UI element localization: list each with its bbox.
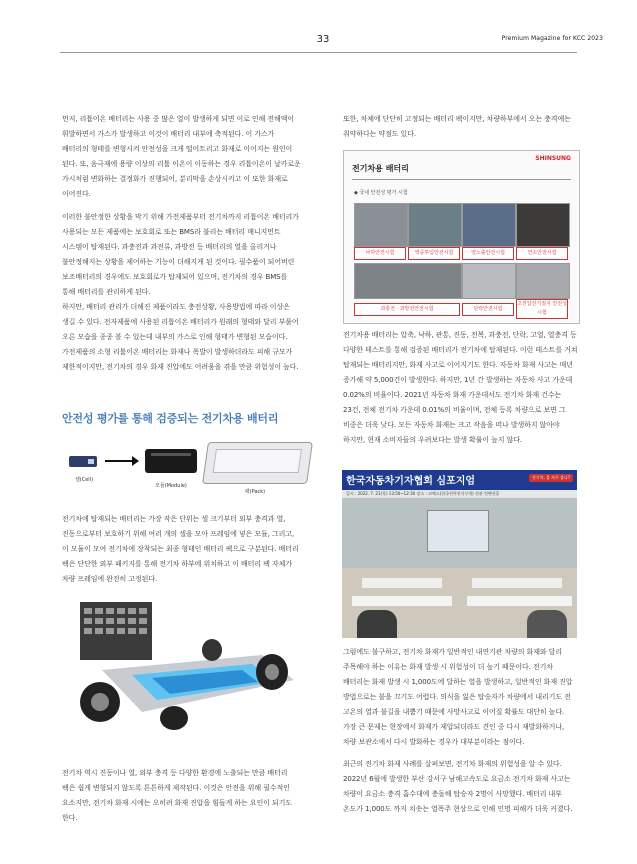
attendee: [527, 610, 567, 638]
panel-title: 전기차용 배터리: [352, 164, 409, 173]
drop-test-photo: [354, 203, 408, 247]
symposium-info: 일시 : 2022. 7. 21(목) 13:50~12:30 장소 : 코엑스(한국전력전자무역) 전관 컨벤션홀: [346, 491, 500, 496]
label-immersion-test: 액중투입안전시험: [408, 247, 460, 260]
page-number: 33: [316, 34, 330, 45]
cell-image: [69, 456, 97, 467]
company-logo: SHINSUNG: [535, 155, 571, 162]
left-paragraph-5: 전기차 역시 진동이나 열, 외부 충격 등 다양한 환경에 노출되는 만큼 배터리 팩은 쉽게 변형되지 않도록 튼튼하게 제작된다. 이것은 안전을 위해 필수적인 요소지만, 전기차 화재 시에는 오히려 화재 진압을 힘들게 하는 요인이 되기도 한다.: [62, 769, 292, 822]
label-overcharge-test: 과충전 · 과방전안전시험: [354, 303, 460, 316]
audience-table: [467, 596, 572, 606]
immersion-test-photo: [408, 203, 462, 247]
pack-image: [202, 442, 313, 484]
symposium-photo: [342, 470, 577, 638]
header-divider: [60, 52, 577, 53]
left-paragraph-1: 먼저, 리튬이온 배터리는 사용 중 많은 열이 발생하게 되면 이로 인해 전해액이 휘발하면서 가스가 발생하고 이것이 배터리 내부에 축적된다. 이 가스가 배터리의 형태를 변형시켜 안전성을 크게 떨어트리고 화재로 이어지는 원인이 된다. 또, 음극재에 용량 이상의 리튬 이온이 이동하는 경우 리튬이온이 날카로운 가시처럼 변화하는 결정화가 진행되어, 분리막을 손상시키고 이 또한 화재로 이어진다.: [62, 115, 301, 198]
panel-subtitle: ◆ 국내 안전성 평가 시험: [354, 190, 408, 196]
combustion-test-photo: [516, 203, 570, 247]
left-paragraph-2: 이러한 불안정한 상황을 막기 위해 가전제품부터 전기차까지 리튬이온 배터리가 사용되는 모든 제품에는 보호회로 또는 BMS라 불리는 배터리 매니지먼트 시스템이 탑재된다. 과충전과 과전류, 과방전 등 배터리의 열을 올리거나 불안정해지는 상황을 제어하는 기능이 더해지게 된 것이다. 필수품이 되어버린 보조배터리의 경우에도 보호회로가 탑재되어 있으며, 전기차의 경우 BMS를 통해 배터리를 관리하게 된다.: [62, 213, 299, 296]
magazine-title: Premium Magazine for KCC 2023: [501, 35, 603, 42]
ev-chassis-image: [62, 600, 302, 730]
short-circuit-test-photo: [462, 263, 516, 299]
high-voltage-test-photo: [516, 263, 570, 299]
label-high-voltage-test: 고전압전기절지 안전성시험: [516, 299, 568, 319]
label-combustion-test: 연소안전시험: [516, 247, 568, 260]
right-paragraph-1: 또한, 차체에 단단히 고정되는 배터리 팩이지만, 차량하부에서 오는 충격에는 취약하다는 약점도 있다.: [343, 115, 571, 138]
audience-table: [352, 596, 452, 606]
presentation-screen: [427, 510, 489, 552]
right-paragraph-2: 전기차용 배터리는 압축, 낙하, 관통, 진동, 전복, 과충전, 단락, 고열, 열충격 등 다양한 테스트를 통해 검증된 배터리가 전기차에 탑재된다. 이런 테스트를 거쳐 탑재되는 배터리지만, 화재 사고로 이어지기도 한다. 자동차 화재 사고는 매년 증가해 약 5,000건이 발생한다. 하지만, 1년 간 발생하는 자동차 사고 가운데 0.02%의 비율이다. 2021년 자동차 화재 가운데서도 전기차 화재 건수는 23건, 전체 전기차 가운데 0.01%의 비율이며, 전체 등록 차량으로 보면 그 비중은 더욱 낮다. 모든 자동차 화재는 크고 작음을 떠나 발생하지 않아야 하지만, 현재 소비자들의 우려보다는 발생 확률이 높지 않다.: [343, 331, 578, 444]
label-drop-test: 낙하안전시험: [354, 247, 406, 260]
arrow-icon: [105, 460, 133, 462]
symposium-title: 한국자동차기자협회 심포지엄: [346, 476, 476, 487]
panel-divider: [352, 179, 571, 180]
section-heading: 안전성 평가를 통해 검증되는 전기차용 배터리: [62, 412, 279, 425]
symposium-tag: 전기차, 불 자주 붙나?: [529, 474, 573, 482]
audience-table: [472, 578, 562, 588]
safety-test-panel: [343, 150, 580, 324]
label-heat-test: 열노출안전시험: [462, 247, 514, 260]
cell-label: 셀(Cell): [74, 477, 94, 483]
left-paragraph-4: 전기차에 탑재되는 배터리는 가장 작은 단위는 셀 크기부터 외부 충격과 열, 진동으로부터 보호하기 위해 여러 개의 셀을 모아 프레임에 넣은 모듈, 그리고, 이 모듈이 모여 전기차에 장착되는 최종 형태인 배터리 팩으로 구분된다. 배터리 팩은 단단한 외부 패키지를 통해 전기차 하부에 위치하고 이 배터리 팩 자체가 차량 프레임에 완전히 고정된다.: [62, 515, 299, 583]
left-paragraph-3: 하지만, 배터리 관리가 더해진 제품이라도 충전상황, 사용방법에 따라 이상은 생길 수 있다. 전자제품에 사용된 리튬이온 배터리가 원래의 형태와 달리 부풀어 오른 모습을 종종 볼 수 있는데 내부의 가스로 인해 형태가 변형된 모습이다. 가전제품의 소형 리튬이온 배터리는 화재나 폭발이 발생하더라도 피해 규모가 제한적이지만, 전기차의 경우 화재 진압에도 어려움을 겪을 만큼 위험성이 높다.: [62, 303, 299, 371]
audience-table: [362, 578, 442, 588]
attendee: [357, 610, 397, 638]
heat-exposure-test-photo: [462, 203, 516, 247]
label-short-circuit-test: 단락안전시험: [462, 303, 514, 316]
module-label: 모듈(Module): [155, 483, 187, 489]
right-paragraph-4: 최근의 전기차 화재 사례를 살펴보면, 전기차 화재의 위험성을 알 수 있다. 2022년 6월에 발생한 부산 강서구 남해고속도로 요금소 전기차 화재 사고는 차량이 요금소 충격 흡수대에 충돌해 탑승자 2명이 사망했다. 배터리 내부 온도가 1,000도 까지 치솟는 열폭주 현상으로 인해 인명 피해가 더욱 커졌다.: [343, 760, 573, 813]
module-image: [145, 449, 197, 473]
overcharge-test-photo: [354, 263, 462, 299]
right-paragraph-3: 그럼에도 불구하고, 전기차 화재가 일반적인 내연기관 차량의 화재와 달리 주목해야 하는 이유는 화재 발생 시 위험성이 더 높기 때문이다. 전기차 배터리는 화재 발생 시 1,000도에 달하는 열을 발생하고, 일반적인 화재 진압 방법으로는 불을 끄기도 어렵다. 의식을 잃은 탑승자가 차량에서 내리기도 전 고온의 열과 불길을 내뿜기 때문에 사망사고로 이어질 확률도 대단히 높다. 가장 큰 문제는 현장에서 화재가 제압되더라도 견인 중 다시 재발화하거나, 차량 보관소에서 다시 발화하는 경우가 대부분이라는 점이다.: [343, 648, 573, 746]
pack-label: 팩(Pack): [244, 489, 266, 495]
